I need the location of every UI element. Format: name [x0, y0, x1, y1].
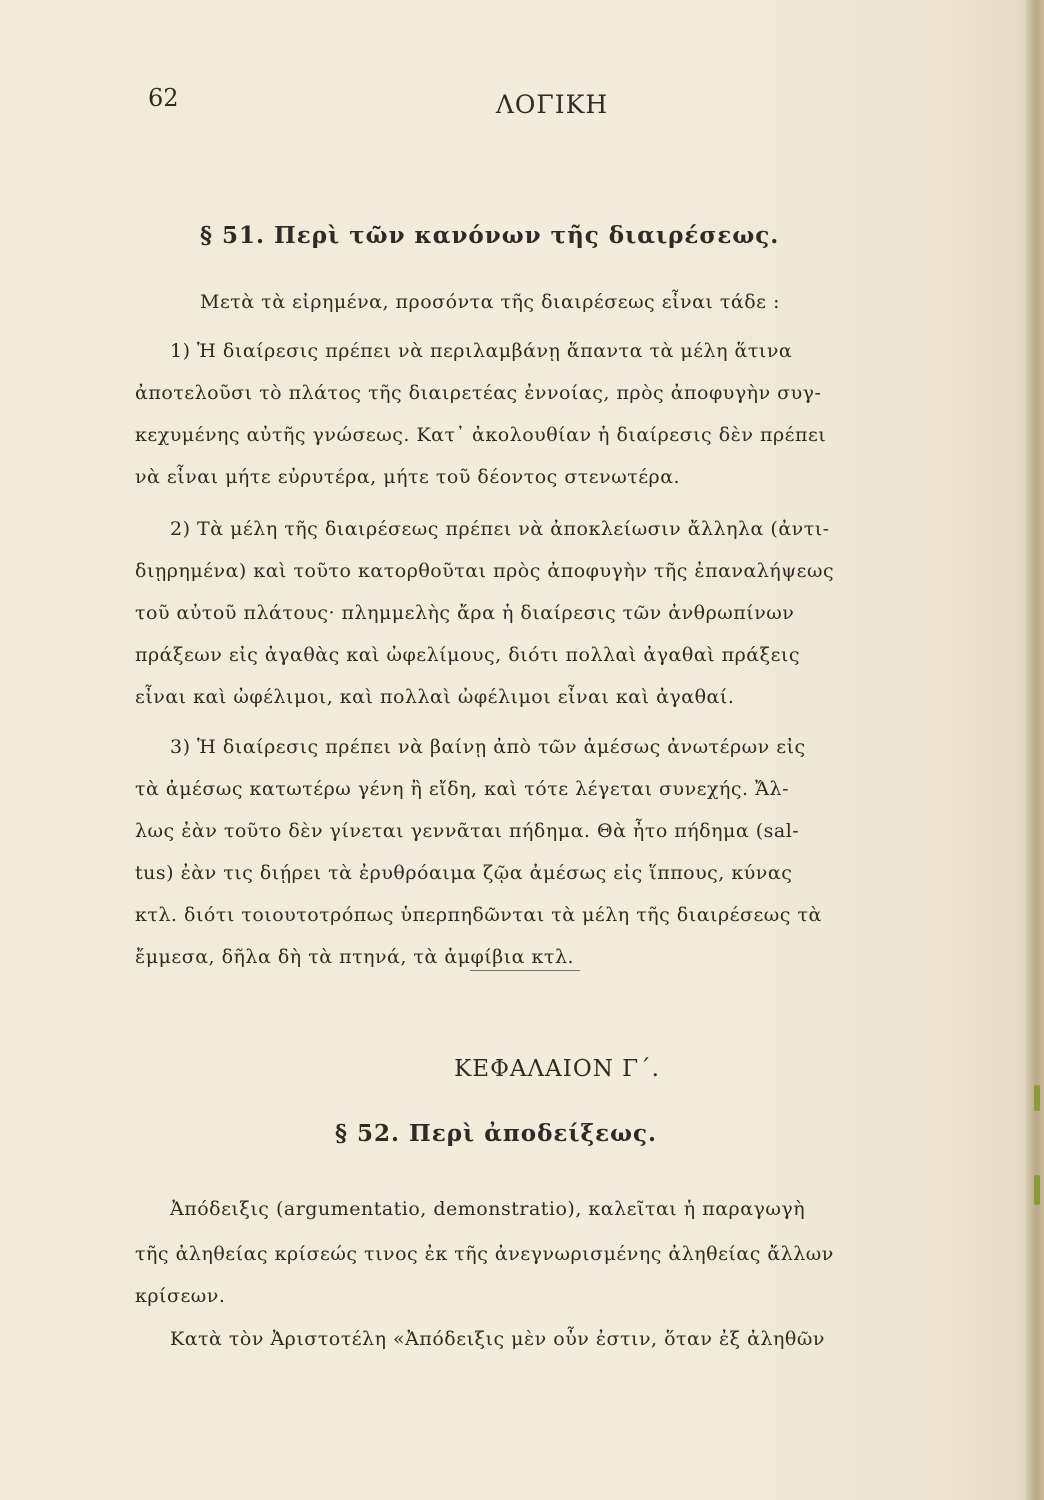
text-line: ἔμμεσα, δῆλα δὴ τὰ πτηνά, τὰ ἀμφίβια κτλ. — [135, 946, 575, 968]
page-number: 62 — [148, 84, 179, 112]
text-line: κεχυμένης αὐτῆς γνώσεως. Κατ᾽ ἀκολουθίαν ἡ διαίρεσις δὲν πρέπει — [135, 424, 827, 446]
page-edge — [1026, 0, 1044, 1500]
text-line: εἶναι καὶ ὠφέλιμοι, καὶ πολλαὶ ὠφέλιμοι εἶναι καὶ ἀγαθαί. — [135, 686, 735, 708]
text-line: τοῦ αὐτοῦ πλάτους· πλημμελὴς ἄρα ἡ διαίρεσις τῶν ἀνθρωπίνων — [135, 602, 795, 624]
text-line: tus) ἐὰν τις διῄρει τὰ ἐρυθρόαιμα ζῷα ἀμέσως εἰς ἵππους, κύνας — [135, 862, 793, 884]
section-heading-51: § 51. Περὶ τῶν κανόνων τῆς διαιρέσεως. — [200, 222, 780, 249]
text-line: τὰ ἀμέσως κατωτέρω γένη ἢ εἴδη, καὶ τότε λέγεται συνεχής. Ἄλ- — [135, 778, 789, 800]
text-line: λως ἐὰν τοῦτο δὲν γίνεται γεννᾶται πήδημα. Θὰ ἦτο πήδημα (sal- — [135, 820, 800, 842]
text-line: Ἀπόδειξις (argumentatio, demonstratio), καλεῖται ἡ παραγωγὴ — [170, 1198, 806, 1220]
text-line: κτλ. διότι τοιουτοτρόπως ὑπερπηδῶνται τὰ μέλη τῆς διαιρέσεως τὰ — [135, 904, 822, 926]
running-head: ΛΟΓΙΚΗ — [495, 90, 609, 119]
text-line: ἀποτελοῦσι τὸ πλάτος τῆς διαιρετέας ἐννοίας, πρὸς ἀποφυγὴν συγ- — [135, 382, 822, 404]
text-line: διῃρημένα) καὶ τοῦτο κατορθοῦται πρὸς ἀποφυγὴν τῆς ἐπαναλήψεως — [135, 560, 835, 582]
text-line: πράξεων εἰς ἀγαθὰς καὶ ὠφελίμους, διότι πολλαὶ ἀγαθαὶ πράξεις — [135, 644, 801, 666]
text-line: Κατὰ τὸν Ἀριστοτέλη «Ἀπόδειξις μὲν οὖν ἐστιν, ὅταν ἐξ ἀληθῶν — [170, 1328, 825, 1350]
text-line: 3) Ἡ διαίρεσις πρέπει νὰ βαίνῃ ἀπὸ τῶν ἀμέσως ἀνωτέρων εἰς — [170, 736, 806, 758]
text-line: κρίσεων. — [135, 1285, 226, 1307]
edge-tab — [1034, 1085, 1040, 1111]
text-line: 1) Ἡ διαίρεσις πρέπει νὰ περιλαμβάνῃ ἅπαντα τὰ μέλη ἅτινα — [170, 340, 793, 362]
text-line: Μετὰ τὰ εἰρημένα, προσόντα τῆς διαιρέσεως εἶναι τάδε : — [200, 291, 780, 313]
edge-tab — [1034, 1175, 1040, 1205]
chapter-title: ΚΕΦΑΛΑΙΟΝ Γ΄. — [454, 1056, 660, 1082]
divider — [470, 970, 580, 971]
section-heading-52: § 52. Περὶ ἀποδείξεως. — [335, 1120, 658, 1147]
text-line: 2) Τὰ μέλη τῆς διαιρέσεως πρέπει νὰ ἀποκλείωσιν ἄλληλα (ἀντι- — [170, 518, 830, 540]
text-line: τῆς ἀληθείας κρίσεώς τινος ἐκ τῆς ἀνεγνωρισμένης ἀληθείας ἄλλων — [135, 1243, 834, 1265]
text-line: νὰ εἶναι μήτε εὐρυτέρα, μήτε τοῦ δέοντος στενωτέρα. — [135, 466, 681, 488]
